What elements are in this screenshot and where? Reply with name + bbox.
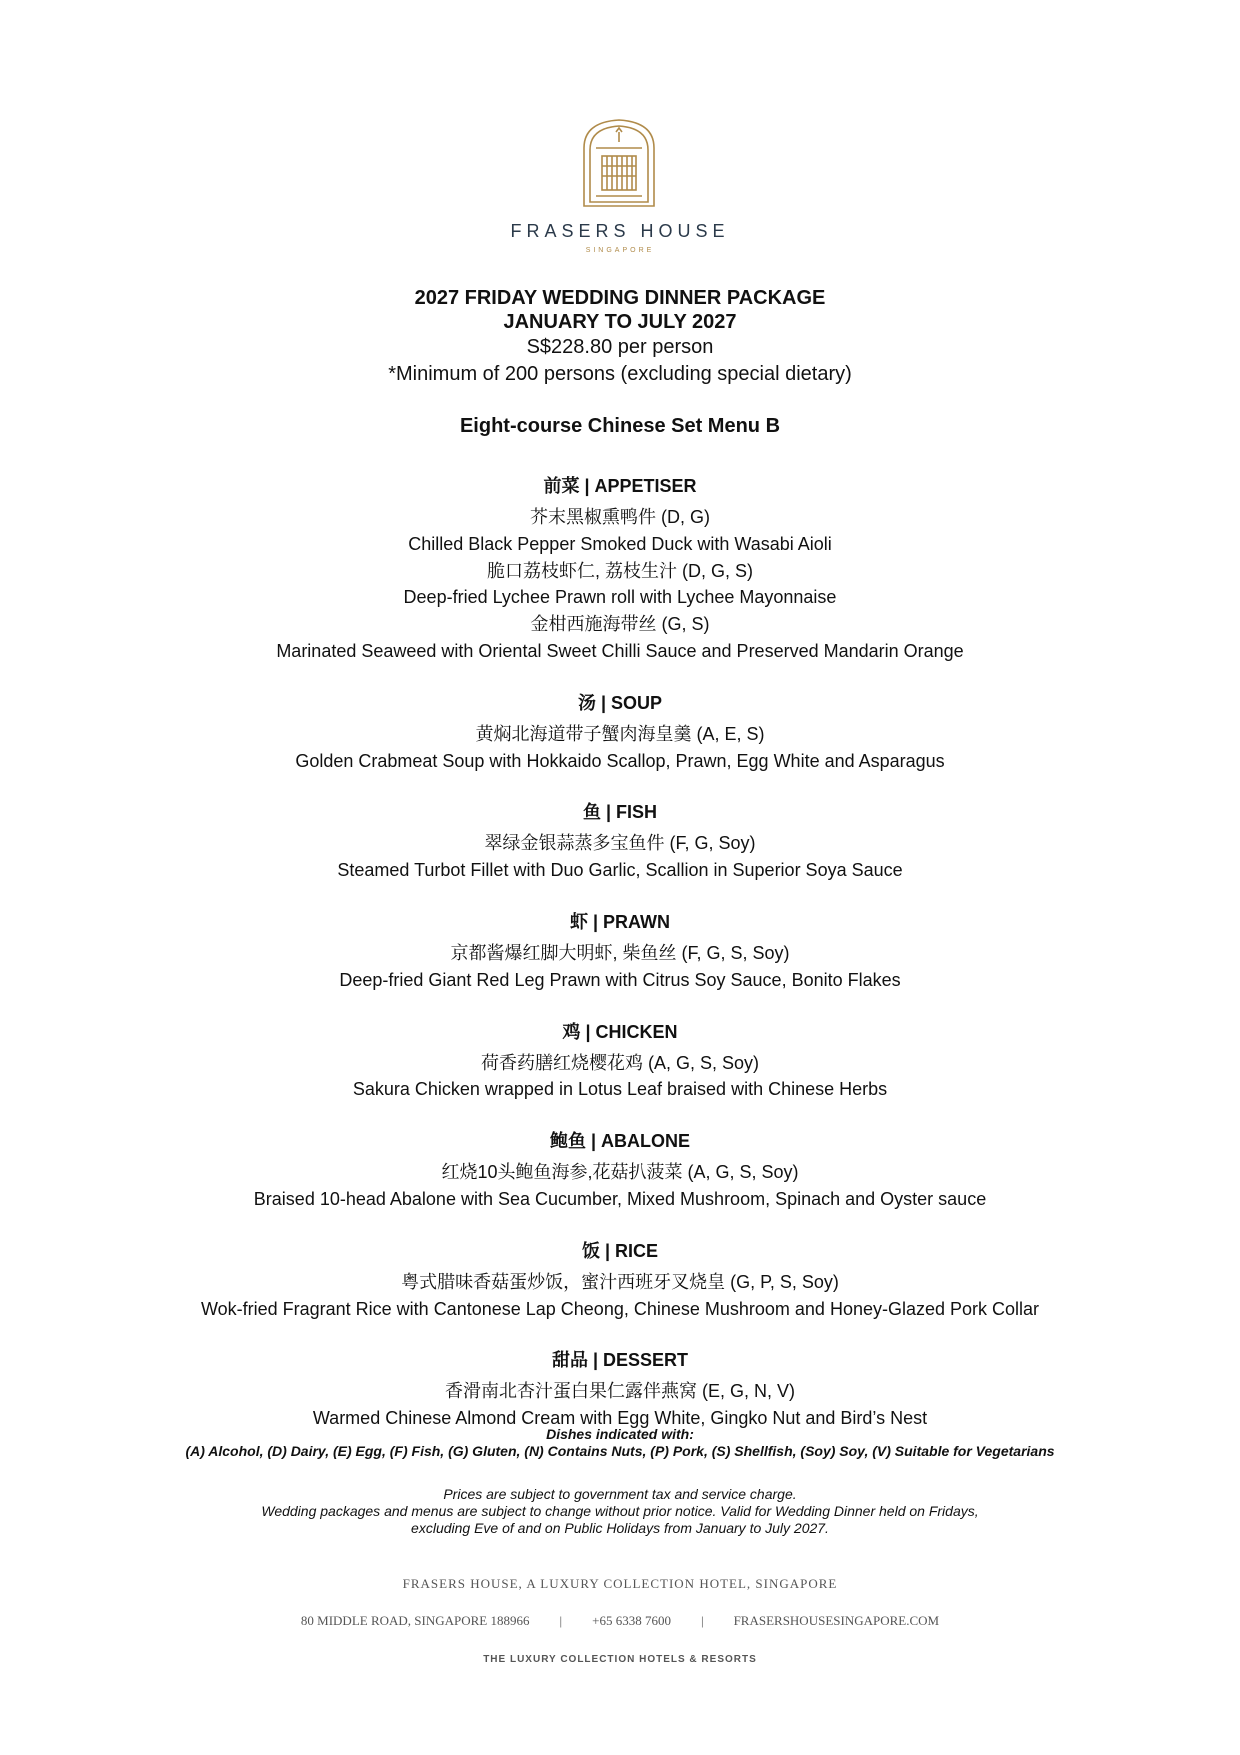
dish-line: Warmed Chinese Almond Cream with Egg White, Gingko Nut and Bird’s Nest [312,1408,928,1429]
footer-website: FRASERSHOUSESINGAPORE.COM [733,1613,940,1628]
dish-line: Wok-fried Fragrant Rice with Cantonese Lap Cheong, Chinese Mushroom and Honey-Glazed Pork Collar [200,1298,1040,1319]
course-heading: 鲍鱼 | ABALONE [549,1131,691,1152]
package-period: JANUARY TO JULY 2027 [503,311,737,333]
minimum-guests-note: *Minimum of 200 persons (excluding special dietary) [388,363,852,385]
course-section [0,691,1240,775]
course-section [0,474,1240,665]
footer-hotel-name: FRASERS HOUSE, A LUXURY COLLECTION HOTEL, SINGAPORE [402,1576,838,1591]
course-section [0,1348,1240,1432]
dish-line: Deep-fried Giant Red Leg Prawn with Citrus Soy Sauce, Bonito Flakes [339,969,901,990]
course-section [0,910,1240,994]
course-heading: 汤 | SOUP [577,692,663,713]
dish-line: 香滑南北杏汁蛋白果仁露伴燕窝 (E, G, N, V) [444,1381,795,1402]
legend-title: Dishes indicated with: [546,1426,694,1442]
dish-line: 金柑西施海带丝 (G, S) [530,614,710,635]
terms-line: excluding Eve of and on Public Holidays from January to July 2027. [411,1520,829,1536]
brand-location: SINGAPORE [585,247,655,254]
dish-line: Deep-fried Lychee Prawn roll with Lychee Mayonnaise [403,587,837,608]
dish-line: 粤式腊味香菇蛋炒饭，蜜汁西班牙叉烧皇 (G, P, S, Soy) [401,1271,839,1292]
dish-line: 红烧10头鲍鱼海参,花菇扒菠菜 (A, G, S, Soy) [441,1162,799,1183]
footer-separator: | [559,1613,563,1628]
dish-line: Golden Crabmeat Soup with Hokkaido Scallop, Prawn, Egg White and Asparagus [295,750,945,771]
footer-address: 80 MIDDLE ROAD, SINGAPORE 188966 [300,1613,530,1628]
dish-line: 京都酱爆红脚大明虾, 柴鱼丝 (F, G, S, Soy) [450,942,790,963]
menu-title: Eight-course Chinese Set Menu B [459,415,781,437]
course-section [0,800,1240,884]
package-title: 2027 FRIDAY WEDDING DINNER PACKAGE [414,287,826,309]
terms-line: Wedding packages and menus are subject to change without prior notice. Valid for Wedding Dinner held on Fridays, [261,1503,979,1519]
terms-line: Prices are subject to government tax and service charge. [443,1486,797,1502]
dish-line: 黄焖北海道带子蟹肉海皇羹 (A, E, S) [475,723,765,744]
footer-separator: | [700,1613,704,1628]
course-heading: 甜品 | DESSERT [551,1350,689,1371]
course-heading: 鱼 | FISH [582,802,658,823]
course-heading: 鸡 | CHICKEN [562,1021,678,1042]
dish-line: Braised 10-head Abalone with Sea Cucumber, Mixed Mushroom, Spinach and Oyster sauce [253,1188,987,1209]
dish-line: Chilled Black Pepper Smoked Duck with Wasabi Aioli [408,533,832,554]
course-heading: 饭 | RICE [581,1240,659,1261]
dish-line: 翠绿金银蒜蒸多宝鱼件 (F, G, Soy) [484,833,756,854]
brand-name: FRASERS HOUSE [510,221,730,241]
footer-contact [0,1613,1240,1629]
course-heading: 虾 | PRAWN [569,911,671,932]
dietary-legend [0,1426,1240,1460]
dish-line: Steamed Turbot Fillet with Duo Garlic, Scallion in Superior Soya Sauce [337,860,903,881]
dish-line: 脆口荔枝虾仁, 荔枝生汁 (D, G, S) [487,560,753,581]
course-section [0,1239,1240,1323]
dish-line: Sakura Chicken wrapped in Lotus Leaf braised with Chinese Herbs [352,1079,888,1100]
terms-notes [0,1486,1240,1537]
course-section [0,1129,1240,1213]
footer-phone: +65 6338 7600 [592,1613,671,1628]
dish-line: 芥末黑椒熏鸭件 (D, G) [530,507,710,527]
course-heading: 前菜 | APPETISER [543,476,697,496]
frasers-house-logo [580,118,658,208]
dish-line: 荷香药膳红烧樱花鸡 (A, G, S, Soy) [480,1052,760,1073]
footer-tagline: THE LUXURY COLLECTION HOTELS & RESORTS [483,1654,757,1665]
dish-line: Marinated Seaweed with Oriental Sweet Chilli Sauce and Preserved Mandarin Orange [276,640,964,661]
course-section [0,1020,1240,1104]
course-list [0,474,1240,1458]
legend-text: (A) Alcohol, (D) Dairy, (E) Egg, (F) Fish, (G) Gluten, (N) Contains Nuts, (P) Pork, (S) Shellfish, (Soy) Soy, (V) Suitable for Vegetarians [185,1443,1055,1459]
package-price: S$228.80 per person [526,336,714,358]
package-header [0,286,1240,388]
